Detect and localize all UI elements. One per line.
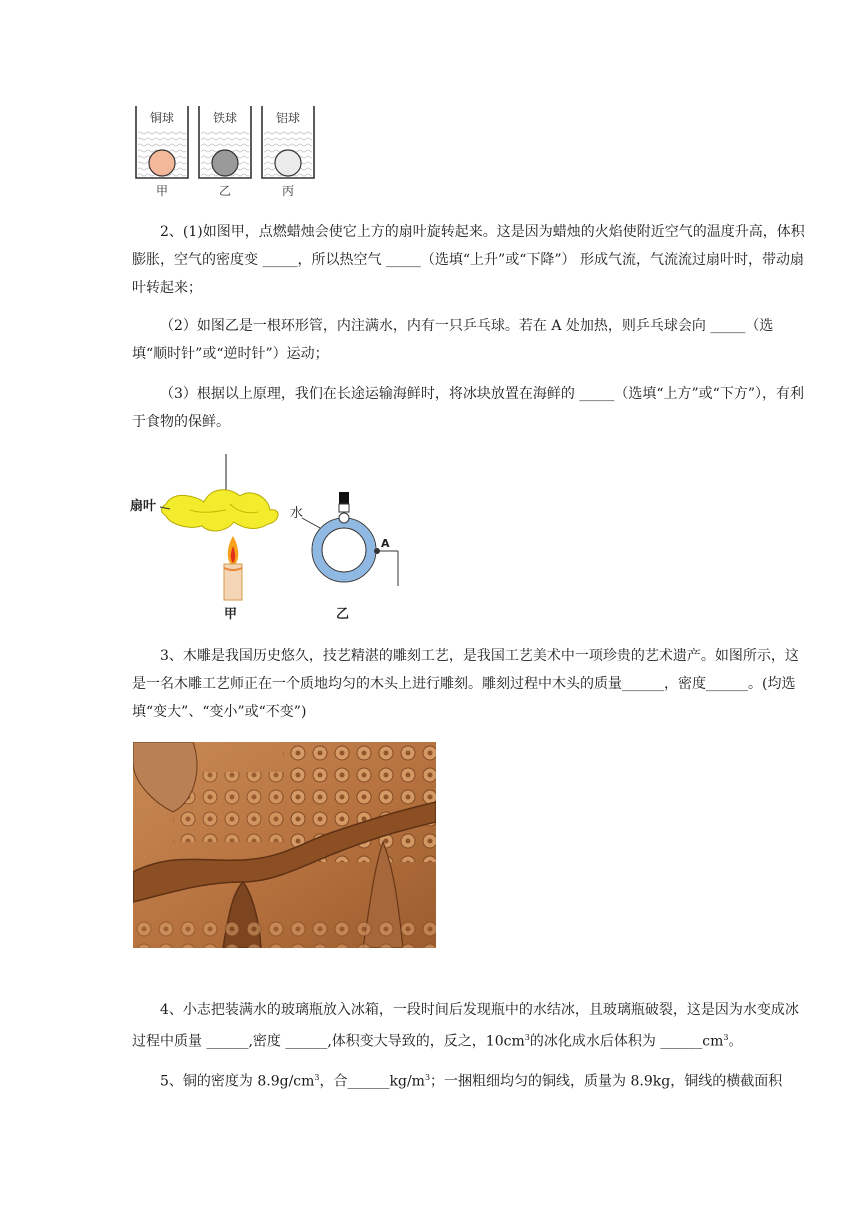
q2-part2: （2）如图乙是一根环形管，内注满水，内有一只乒乓球。若在 A 处加热，则乒乓球会向 _____（选填“顺时针”或“逆时针”）运动； [132,318,774,362]
q4-text-a: 4、小志把装满水的玻璃瓶放入冰箱，一段时间后发现瓶中的水结冰，且玻璃瓶破裂，这是因为水变成冰过程中质量 ______,密度 ______,体积变大导致的，反之，10cm [132,1002,799,1050]
q4-text-b: 的冰化成水后体积为 ______cm [529,1033,724,1050]
q4-text-c: 。 [728,1033,743,1050]
point-a-label: A [381,537,390,550]
figure-beakers [130,100,320,200]
fan-ring-diagram [130,452,410,624]
beaker-copper [136,106,188,198]
beaker-name-copper: 铜球 [149,111,175,125]
aluminum-ball [275,150,301,176]
q5-text [132,1064,808,1096]
q4-sup-2: 3 [723,1033,729,1042]
q5-text-a: 5、铜的密度为 8.9g/cm [160,1073,315,1090]
beaker-iron [199,106,251,198]
q4-text [132,996,808,1056]
beaker-name-iron: 铁球 [212,111,238,125]
q5-text-c: ；一捆粗细均匀的铜线，质量为 8.9kg，铜线的横截面积 [430,1073,783,1090]
q5-sup-1: 3 [314,1073,320,1082]
q3-text: 3、木雕是我国历史悠久，技艺精湛的雕刻工艺，是我国工艺美术中一项珍贵的艺术遗产。如图所示，这是一名木雕工艺师正在一个质地均匀的木头上进行雕刻。雕刻过程中木头的质量______，密度______。(均选填“变大”、“变小”或“不变”) [132,648,799,720]
beaker-caption-yi: 乙 [218,184,232,198]
beaker-aluminum [262,106,314,198]
q2-part1: 2、(1)如图甲，点燃蜡烛会使它上方的扇叶旋转起来。这是因为蜡烛的火焰使附近空气的温度升高，体积膨胀，空气的密度变 _____，所以热空气 _____（选填“上升”或“下降”） 形成气流，气流流过扇叶时，带动扇叶转起来； [132,224,805,296]
iron-ball [212,150,238,176]
figure-fan-and-ring [130,452,410,624]
beaker-caption-bing: 丙 [281,184,295,198]
copper-ball [149,150,175,176]
wood-carving-image [133,742,436,948]
ping-pong-ball [339,513,349,523]
q4-sup-1: 3 [524,1033,530,1042]
q5-sup-2: 3 [424,1073,431,1082]
q2-part3: （3）根据以上原理，我们在长途运输海鲜时，将冰块放置在海鲜的 _____（选填“上方”或“下方”），有利于食物的保鲜。 [132,386,804,430]
fan-label: 扇叶 [130,499,157,514]
beakers-diagram [130,100,320,200]
fan-blade-shape [162,490,279,531]
water-label: 水 [290,506,304,521]
wood-carving-photo [133,742,436,948]
caption-jia: 甲 [224,607,238,622]
beaker-caption-jia: 甲 [155,184,169,198]
beaker-name-aluminum: 铝球 [275,111,301,125]
caption-yi: 乙 [336,607,350,622]
q5-text-b: ，合______kg/m [319,1073,425,1090]
